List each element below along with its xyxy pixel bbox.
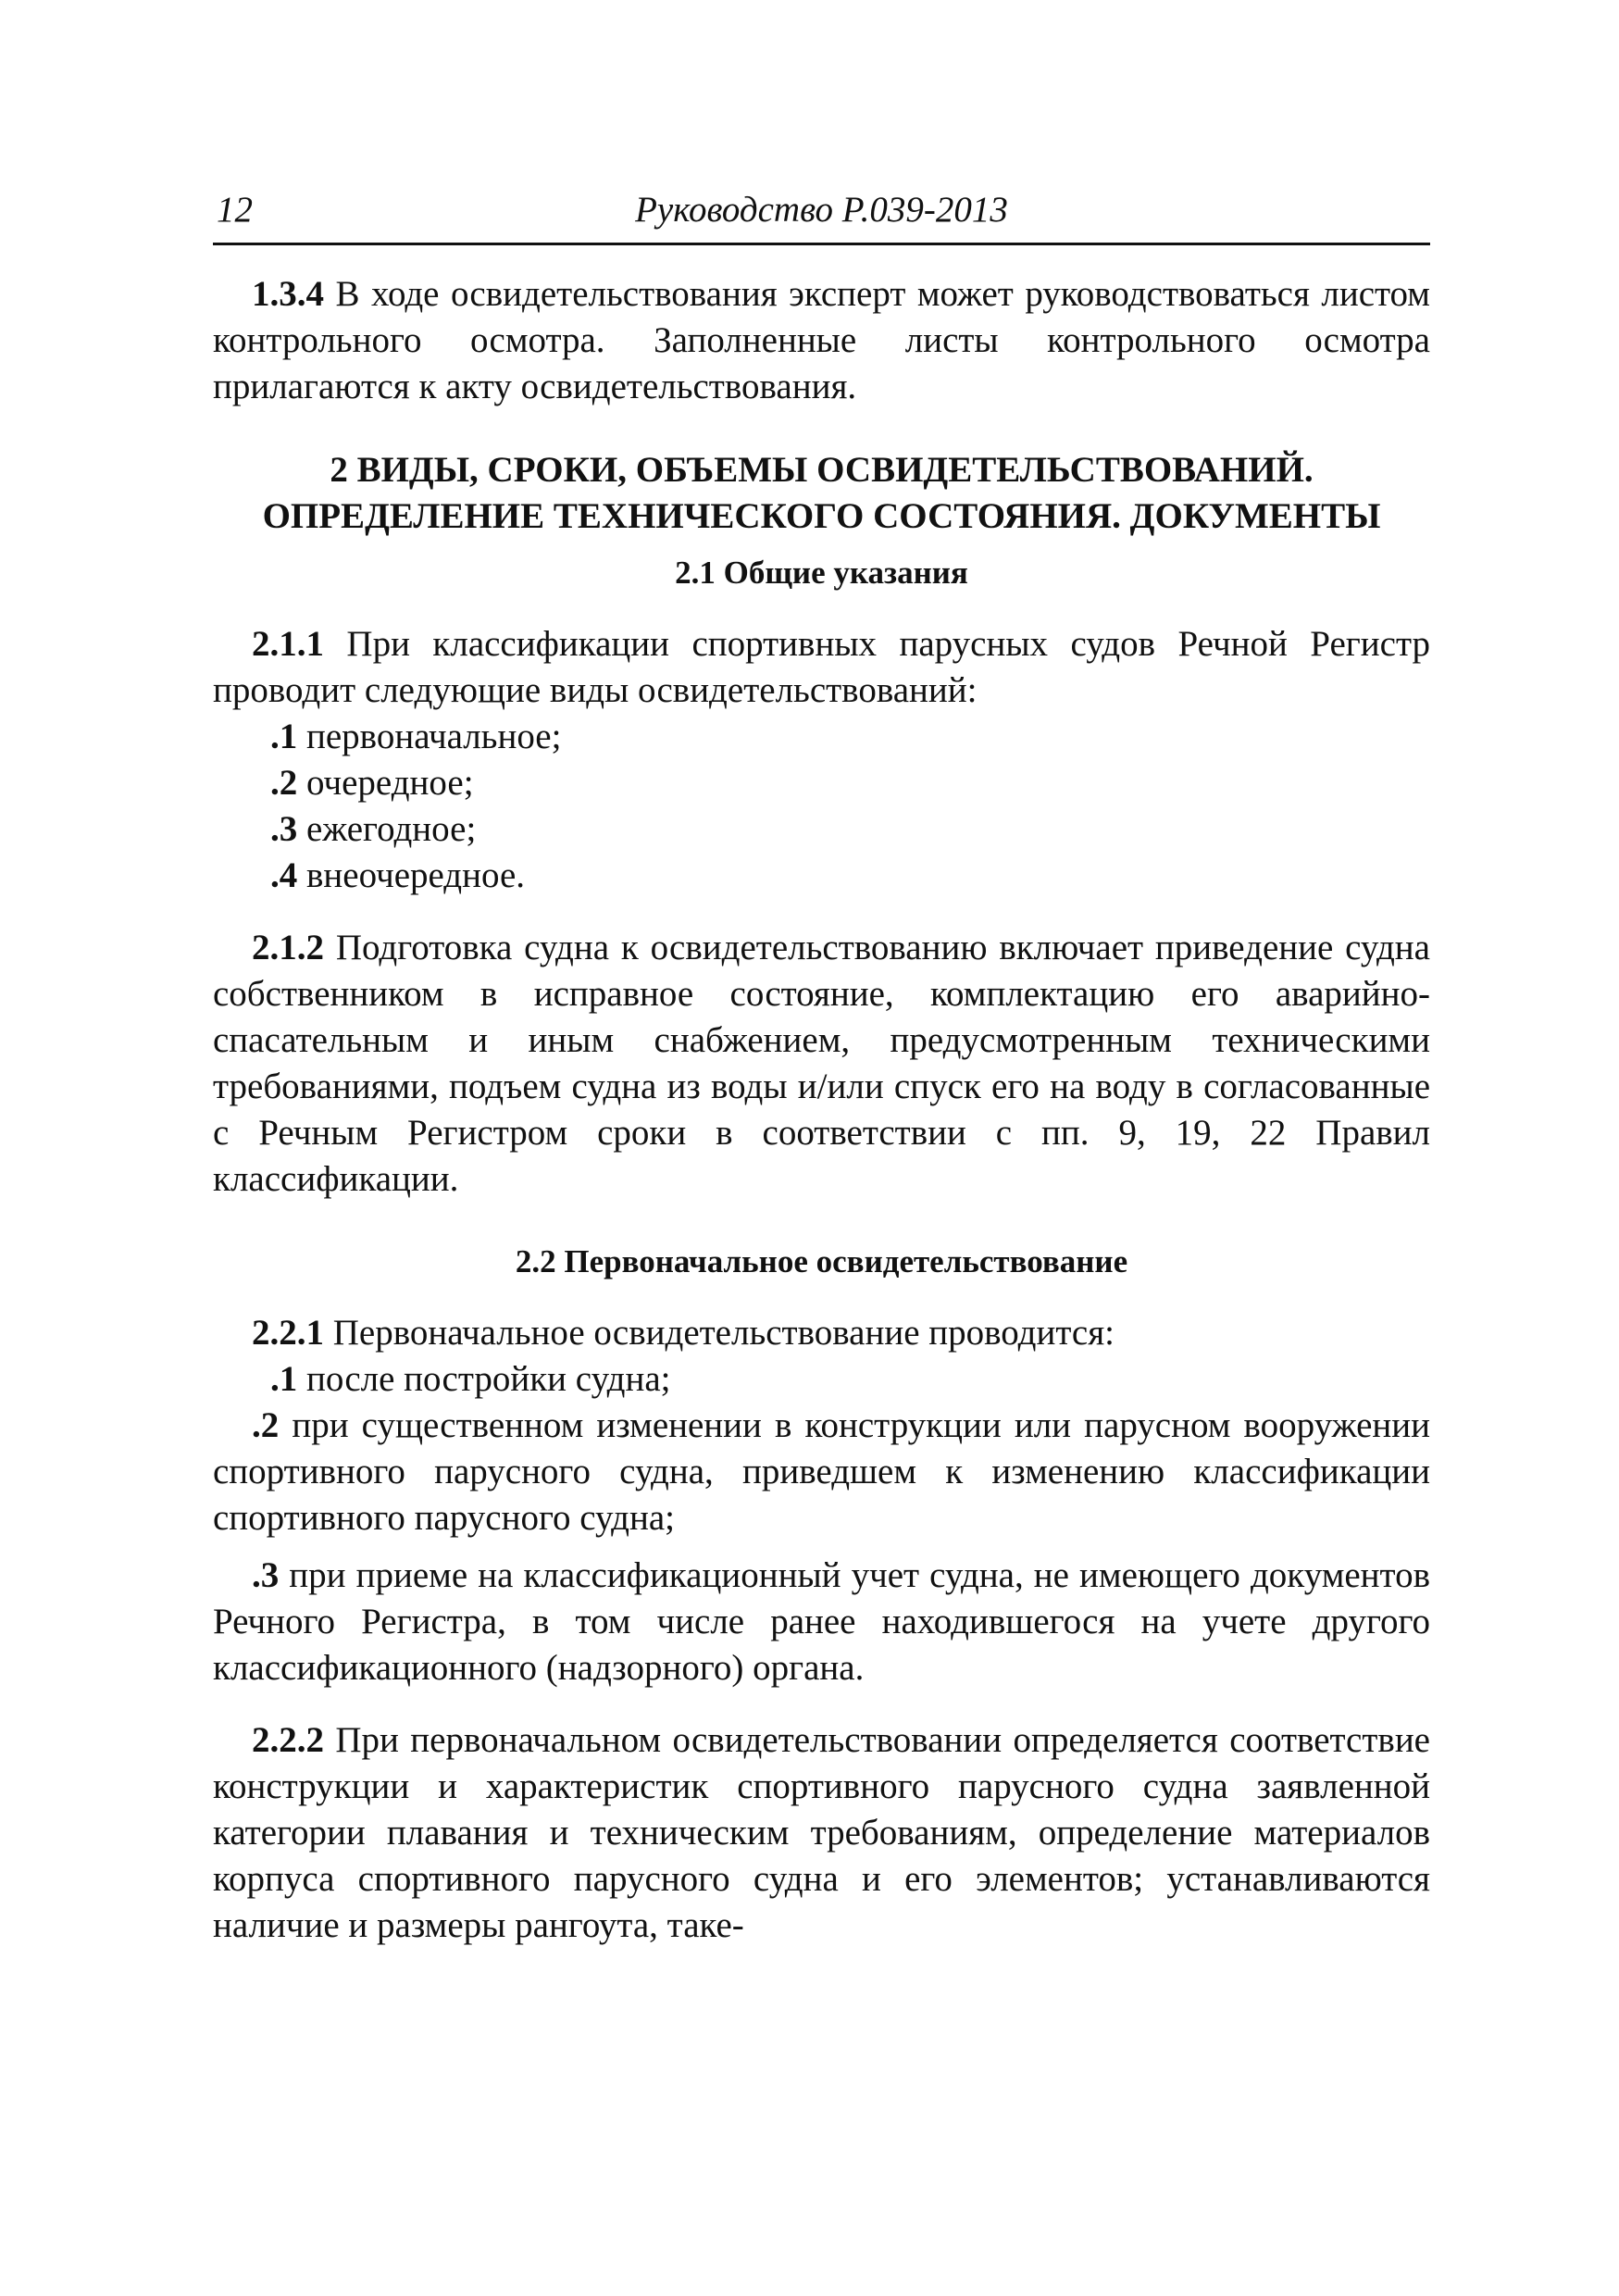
list-item — [213, 714, 1430, 760]
item-text: ежегодное; — [297, 809, 477, 849]
item-text: после постройки судна; — [297, 1359, 671, 1399]
document-page — [213, 185, 1430, 1949]
paragraph-text: При классификации спортивных парусных судов Речной Регистр проводит следующие виды освидетельствований: — [213, 624, 1430, 710]
section-2-heading-line-1: 2 ВИДЫ, СРОКИ, ОБЪЕМЫ ОСВИДЕТЕЛЬСТВОВАНИЙ. — [330, 450, 1314, 490]
paragraph-2-1-2 — [213, 925, 1430, 1203]
running-header — [213, 185, 1430, 245]
paragraph-number: 2.2.2 — [252, 1720, 324, 1760]
item-number: .4 — [270, 855, 298, 895]
list-item — [213, 1553, 1430, 1691]
list-item — [213, 1356, 1430, 1403]
header-title: Руководство Р.039-2013 — [635, 190, 1008, 230]
item-text: очередное; — [297, 763, 474, 803]
paragraph-text: При первоначальном освидетельствовании определяется соответствие конструкции и характеристик спортивного парусного судна заявленной категории плавания и техническим требованиям, определение материалов корпуса спортивного парусного судна и его элементов; устанавливаются наличие и размеры рангоута, таке- — [213, 1720, 1430, 1945]
item-text: при приеме на классификационный учет судна, не имеющего документов Речного Регистра, в том числе ранее находившегося на учете другого классификационного (надзорного) органа. — [213, 1555, 1430, 1688]
item-number: .3 — [252, 1555, 280, 1595]
list-item — [213, 760, 1430, 806]
list-item — [213, 806, 1430, 853]
paragraph-2-1-1 — [213, 621, 1430, 714]
paragraph-number: 1.3.4 — [252, 274, 324, 314]
item-number: .2 — [252, 1405, 280, 1445]
item-text: при существенном изменении в конструкции или парусном вооружении спортивного парусного судна, приведшем к изменению классификации спортивного парусного судна; — [213, 1405, 1430, 1538]
paragraph-text: Первоначальное освидетельствование проводится: — [324, 1313, 1115, 1353]
item-number: .2 — [270, 763, 298, 803]
list-item — [213, 1403, 1430, 1541]
subsection-2-1-heading: 2.1 Общие указания — [675, 555, 968, 591]
paragraph-number: 2.1.1 — [252, 624, 324, 664]
subsection-2-2-heading: 2.2 Первоначальное освидетельствование — [515, 1243, 1128, 1279]
item-number: .1 — [270, 717, 298, 756]
paragraph-number: 2.2.1 — [252, 1313, 324, 1353]
item-number: .3 — [270, 809, 298, 849]
paragraph-2-2-2 — [213, 1717, 1430, 1949]
item-number: .1 — [270, 1359, 298, 1399]
list-item — [213, 853, 1430, 899]
paragraph-1-3-4 — [213, 271, 1430, 410]
item-text: внеочередное. — [297, 855, 526, 895]
paragraph-text: Подготовка судна к освидетельствованию включает приведение судна собственником в исправное состояние, комплектацию его аварийно-спасательным и иным снабжением, предусмотренным техническими требованиями, подъем судна из воды и/или спуск его на воду в согласованные с Речным Регистром сроки в соответствии с пп. 9, 19, 22 Правил классификации. — [213, 928, 1430, 1199]
section-2-heading-line-2: ОПРЕДЕЛЕНИЕ ТЕХНИЧЕСКОГО СОСТОЯНИЯ. ДОКУМЕНТЫ — [262, 496, 1381, 536]
paragraph-2-2-1 — [213, 1310, 1430, 1356]
page-number: 12 — [217, 190, 253, 230]
paragraph-number: 2.1.2 — [252, 928, 324, 967]
paragraph-text: В ходе освидетельствования эксперт может руководствоваться листом контрольного осмотра. Заполненные листы контрольного осмотра прилагаются к акту освидетельствования. — [213, 274, 1430, 406]
item-text: первоначальное; — [297, 717, 562, 756]
